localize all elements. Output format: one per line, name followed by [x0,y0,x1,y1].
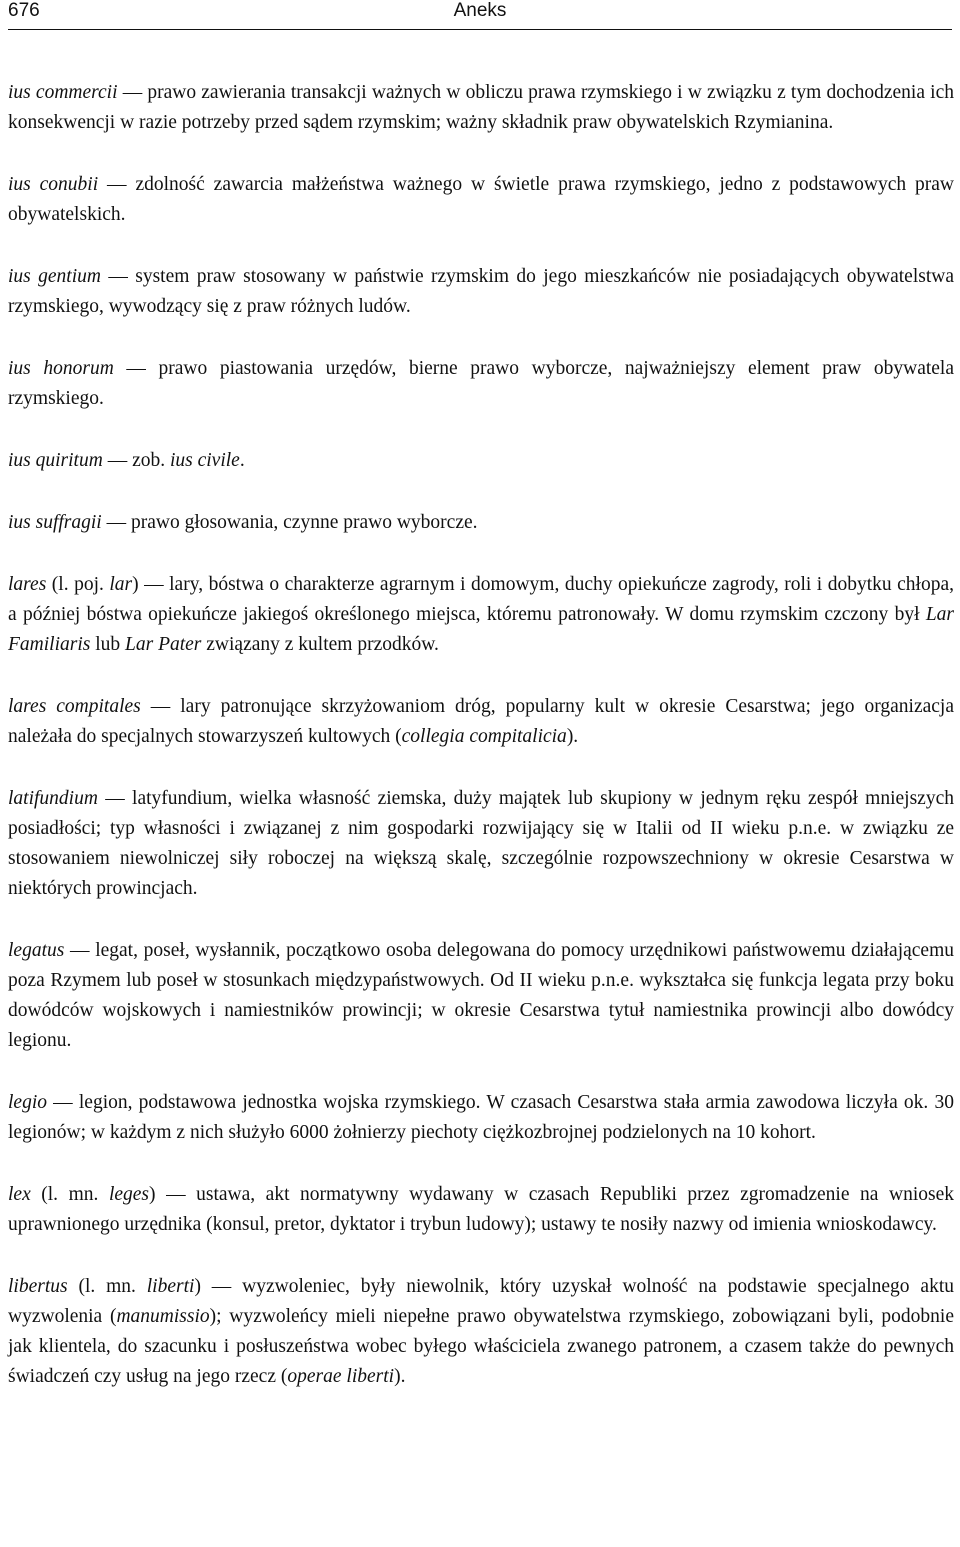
entry-definition-text: ) — lary, bóstwa o charakterze agrarnym i domowym, duchy opiekuńcze zagrody, roli i dobytku chłopa, a później bóstwa opiekuńcze jakiegoś określonego miejsca, któremu patronowały. W domu rzymskim czczony był [8,574,954,625]
entry-term: ius conubii [8,174,99,195]
entry-definition-text: (l. poj. [46,574,110,595]
page-header [8,0,952,30]
entry-term: ius honorum [8,358,114,379]
entry-term: ius quiritum [8,450,103,471]
entry-definition-text: . [239,450,245,471]
entry-latin-term: leges [108,1184,150,1205]
entry-definition-text: — legion, podstawowa jednostka wojska rzymskiego. W czasach Cesarstwa stała armia zawodowa liczyła ok. 30 legionów; w każdym z nich służyło 6000 żołnierzy piechoty ciężkozbrojnej podzielonych na 10 kohort. [8,1092,954,1143]
entry-term: ius commercii [8,82,118,103]
entry-term: legio [8,1092,47,1113]
entry-latin-term: manumissio [116,1306,210,1327]
entry-definition-text: — latyfundium, wielka własność ziemska, duży majątek lub skupiony w jednym ręku zespół mniejszych posiadłości; typ własności i związanej z nim gospodarki rozwijający się w Italii od II wieku p.n.e. w związku ze stosowaniem niewolniczej siły roboczej na większą skalę, szczególnie rozpowszechniony w okresie Cesarstwa w niektórych prowincjach. [8,788,954,899]
entry-term: ius gentium [8,266,101,287]
entry-latin-term: ius civile [169,450,240,471]
entry-latin-term: lar [109,574,133,595]
entry-definition-text: (l. mn. [30,1184,109,1205]
glossary-entry [8,692,954,752]
entry-definition-text: związany z kultem przodków. [201,634,439,655]
entry-definition-text: — prawo głosowania, czynne prawo wyborcze. [101,512,478,533]
entry-definition-text: — prawo zawierania transakcji ważnych w obliczu prawa rzymskiego i w związku z tym dochodzenia ich konsekwencji w razie potrzeby przed sądem rzymskim; ważny składnik praw obywatelskich Rzymianina. [8,82,954,133]
entry-definition-text: — legat, poseł, wysłannik, początkowo osoba delegowana do pomocy urzędnikowi państwowemu działającemu poza Rzymem lub poseł w stosunkach międzypaństwowych. Od II wieku p.n.e. wykształca się funkcja legata przy boku dowódców wojskowych i namiestników prowincji; w okresie Cesarstwa tytuł namiestnika prowincji albo dowódcy legionu. [8,940,954,1051]
entry-term: ius suffragii [8,512,102,533]
entry-latin-term: operae liberti [287,1366,395,1387]
entry-definition-text: ) — ustawa, akt normatywny wydawany w czasach Republiki przez zgromadzenie na wniosek uprawnionego urzędnika (konsul, pretor, dyktator i trybun ludowy); ustawy te nosiły nazwy od imienia wnioskodawcy. [8,1184,954,1235]
entry-definition-text: ) — wyzwoleniec, były niewolnik, który uzyskał wolność na podstawie specjalnego aktu wyzwolenia ( [8,1276,954,1327]
glossary-entry [8,78,954,138]
entry-term: lares compitales [8,696,141,717]
entry-definition-text: — zob. [102,450,170,471]
glossary-entry [8,170,954,230]
entry-definition-text: lub [90,634,126,655]
entry-term: lares [8,574,47,595]
entry-latin-term: liberti [146,1276,195,1297]
entry-latin-term: collegia compitalicia [401,726,567,747]
entry-definition-text: ). [566,726,579,747]
entry-latin-term: Lar Familiaris [8,604,954,655]
entry-definition-text: (l. mn. [67,1276,147,1297]
entry-definition-text: ). [394,1366,406,1387]
entry-term: latifundium [8,788,98,809]
entry-definition-text: — zdolność zawarcia małżeństwa ważnego w świetle prawa rzymskiego, jedno z podstawowych praw obywatelskich. [8,174,955,225]
entry-definition-text: — prawo piastowania urzędów, bierne prawo wyborcze, najważniejszy element praw obywatela rzymskiego. [8,358,955,409]
entry-term: libertus [8,1276,68,1297]
entry-latin-term: Lar Pater [125,634,202,655]
page-number: 676 [8,0,40,21]
glossary-entry [8,936,954,1056]
running-head: Aneks [453,0,507,21]
glossary-entry [8,570,954,660]
glossary-entry [8,1180,954,1240]
entry-term: lex [8,1184,31,1205]
glossary-entries [8,78,954,1392]
entry-definition-text: ); wyzwoleńcy mieli niepełne prawo obywatelstwa rzymskiego, zobowiązani byli, podobnie jak klientela, do szacunku i posłuszeństwa wobec byłego właściciela zwanego patronem, a czasem także do pewnych świadczeń czy usług na jego rzecz ( [8,1306,954,1387]
glossary-entry [8,1272,954,1392]
entry-definition-text: — lary patronujące skrzyżowaniom dróg, popularny kult w okresie Cesarstwa; jego organizacja należała do specjalnych stowarzyszeń kultowych ( [8,696,955,747]
glossary-entry [8,446,954,476]
glossary-entry [8,1088,954,1148]
glossary-entry [8,354,954,414]
glossary-entry [8,508,954,538]
entry-definition-text: — system praw stosowany w państwie rzymskim do jego mieszkańców nie posiadających obywatelstwa rzymskiego, wywodzący się z praw różnych ludów. [8,266,954,317]
glossary-entry [8,262,954,322]
entry-term: legatus [8,940,65,961]
glossary-entry [8,784,954,904]
